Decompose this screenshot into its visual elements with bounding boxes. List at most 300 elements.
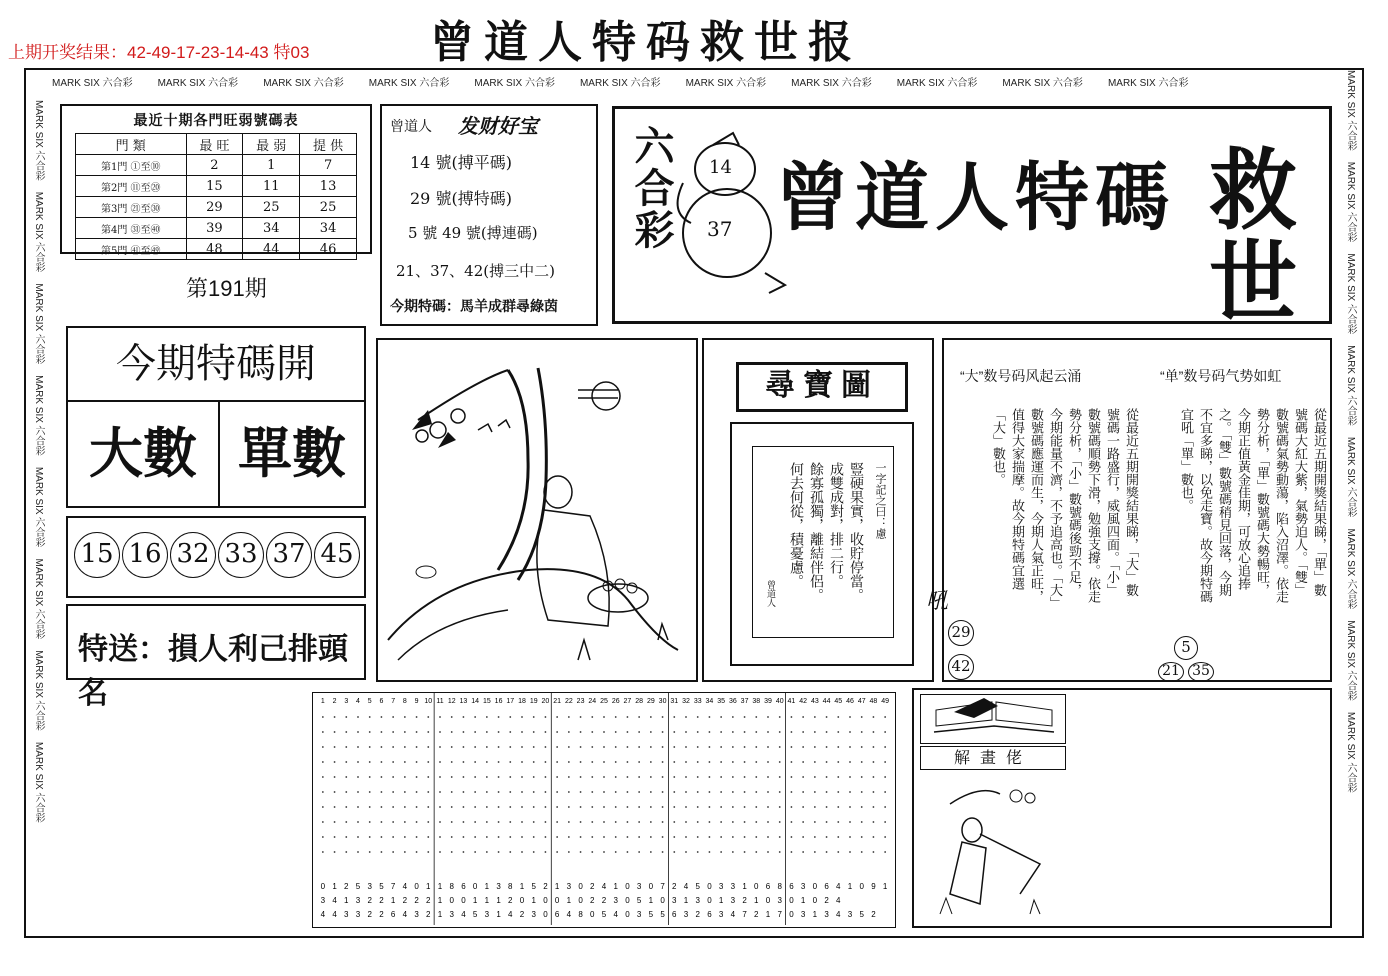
grid-count: 4 bbox=[461, 910, 466, 919]
grid-count: 1 bbox=[496, 896, 501, 905]
grid-dot bbox=[521, 716, 523, 718]
grid-dot bbox=[334, 716, 336, 718]
grid-count: 2 bbox=[426, 896, 431, 905]
grid-dot bbox=[474, 836, 476, 838]
grid-dot bbox=[826, 731, 828, 733]
grid-count: 6 bbox=[461, 882, 466, 891]
grid-dot bbox=[837, 791, 839, 793]
grid-dot bbox=[755, 836, 757, 838]
grid-dot bbox=[791, 746, 793, 748]
grid-dot bbox=[474, 806, 476, 808]
grid-dot bbox=[802, 806, 804, 808]
grid-dot bbox=[334, 821, 336, 823]
grid-dot bbox=[509, 776, 511, 778]
grid-dot bbox=[884, 746, 886, 748]
grid-count: 2 bbox=[695, 910, 700, 919]
grid-dot bbox=[802, 761, 804, 763]
grid-dot bbox=[767, 821, 769, 823]
grid-count: 1 bbox=[437, 896, 443, 905]
grid-count: 0 bbox=[812, 896, 818, 905]
grid-dot bbox=[591, 821, 593, 823]
zeng-special: 今期特碼：馬羊成群尋綠茵 bbox=[390, 299, 558, 315]
grid-dot bbox=[650, 731, 652, 733]
grid-dot bbox=[802, 716, 804, 718]
number-ball: 15 bbox=[74, 532, 120, 578]
grid-dot bbox=[474, 821, 476, 823]
grid-dot bbox=[685, 806, 687, 808]
grid-dot bbox=[837, 806, 839, 808]
grid-count: 2 bbox=[344, 882, 349, 891]
grid-dot bbox=[416, 806, 418, 808]
grid-dot bbox=[357, 836, 359, 838]
grid-dot bbox=[369, 821, 371, 823]
grid-dot bbox=[463, 776, 465, 778]
grid-dot bbox=[381, 791, 383, 793]
grid-dot bbox=[720, 746, 722, 748]
grid-dot bbox=[556, 761, 558, 763]
grid-dot bbox=[849, 821, 851, 823]
grid-dot bbox=[837, 746, 839, 748]
grid-dot bbox=[545, 761, 547, 763]
grid-dot bbox=[439, 821, 441, 823]
treasure-box bbox=[702, 338, 934, 682]
analysis-box bbox=[926, 338, 1332, 682]
grid-dot bbox=[837, 761, 839, 763]
grid-dot bbox=[404, 761, 406, 763]
grid-dot bbox=[849, 851, 851, 853]
grid-count: 5 bbox=[472, 910, 478, 919]
grid-dot bbox=[779, 806, 781, 808]
grid-dot bbox=[673, 791, 675, 793]
grid-dot bbox=[334, 791, 336, 793]
grid-header-number: 9 bbox=[414, 698, 419, 705]
grid-header-number: 24 bbox=[588, 698, 597, 705]
grid-dot bbox=[673, 731, 675, 733]
grid-dot bbox=[615, 761, 617, 763]
grid-count: 2 bbox=[426, 910, 431, 919]
grid-dot bbox=[521, 776, 523, 778]
grid-dot bbox=[580, 851, 582, 853]
number-ball: 16 bbox=[122, 532, 168, 578]
grid-count: 3 bbox=[414, 910, 419, 919]
banner-box bbox=[612, 106, 1332, 334]
grid-dot bbox=[451, 746, 453, 748]
grid-header-number: 25 bbox=[600, 698, 608, 705]
grid-dot bbox=[837, 776, 839, 778]
grid-count: 5 bbox=[379, 882, 384, 891]
grid-dot bbox=[802, 776, 804, 778]
grid-dot bbox=[603, 851, 605, 853]
grid-dot bbox=[451, 851, 453, 853]
grid-dot bbox=[627, 746, 629, 748]
number-ball: 37 bbox=[266, 532, 312, 578]
grid-dot bbox=[474, 746, 476, 748]
grid-dot bbox=[650, 851, 652, 853]
grid-dot bbox=[697, 791, 699, 793]
grid-dot bbox=[802, 746, 804, 748]
grid-dot bbox=[638, 776, 640, 778]
grid-dot bbox=[580, 836, 582, 838]
grid-count: 0 bbox=[590, 910, 595, 919]
grid-dot bbox=[685, 851, 687, 853]
grid-dot bbox=[615, 836, 617, 838]
grid-dot bbox=[486, 761, 488, 763]
grid-dot bbox=[334, 731, 336, 733]
grid-dot bbox=[732, 731, 734, 733]
grid-count: 6 bbox=[824, 882, 829, 891]
grid-header-number: 6 bbox=[379, 698, 384, 705]
grid-dot bbox=[697, 731, 699, 733]
grid-dot bbox=[545, 776, 547, 778]
grid-dot bbox=[685, 836, 687, 838]
grid-header-number: 34 bbox=[705, 698, 714, 705]
grid-dot bbox=[533, 821, 535, 823]
analysis-left-text: 從最近五期開獎結果睇，「大」數號碼一路盛行，威風四面。「小」數號碼順勢下滑，勉強支撐。依走勢分析，「小」數號碼後勁不足，今期能量不濟，不予追高也。「大」數號碼應運而生，今期人氣正旺，值得大家揣摩。故今期特碼宜選「大」數也。 bbox=[990, 408, 1138, 603]
grid-dot bbox=[486, 746, 488, 748]
previous-result: 上期开奖结果：42-49-17-23-14-43 特03 bbox=[8, 43, 310, 62]
grid-dot bbox=[556, 791, 558, 793]
grid-dot bbox=[814, 776, 816, 778]
grid-count: 3 bbox=[824, 910, 829, 919]
grid-dot bbox=[767, 776, 769, 778]
treasure-col: 一字記之曰：慮 bbox=[874, 462, 887, 539]
grid-dot bbox=[662, 851, 664, 853]
table-row: 第4門 ㉛至㊵ 39 34 34 bbox=[76, 218, 357, 239]
grid-dot bbox=[755, 776, 757, 778]
grid-dot bbox=[392, 836, 394, 838]
page-title: 曾道人特码救世报 bbox=[430, 17, 862, 68]
grid-dot bbox=[463, 821, 465, 823]
grid-dot bbox=[345, 791, 347, 793]
grid-dot bbox=[779, 776, 781, 778]
grid-count: 1 bbox=[765, 910, 771, 919]
grid-dot bbox=[439, 761, 441, 763]
grid-header-number: 38 bbox=[752, 698, 761, 705]
grid-count: 0 bbox=[625, 896, 630, 905]
grid-dot bbox=[627, 791, 629, 793]
grid-dot bbox=[521, 791, 523, 793]
number-ball: 32 bbox=[170, 532, 216, 578]
grid-dot bbox=[369, 791, 371, 793]
analysis-ball: 5 bbox=[1174, 636, 1198, 660]
grid-dot bbox=[463, 746, 465, 748]
grid-dot bbox=[545, 806, 547, 808]
grid-dot bbox=[357, 746, 359, 748]
grid-dot bbox=[662, 821, 664, 823]
grid-dot bbox=[509, 731, 511, 733]
grid-dot bbox=[427, 776, 429, 778]
table-row: 第2門 ⑪至⑳ 15 11 13 bbox=[76, 176, 357, 197]
grid-dot bbox=[486, 851, 488, 853]
grid-dot bbox=[439, 806, 441, 808]
grid-count: 0 bbox=[449, 896, 454, 905]
grid-count: 3 bbox=[730, 882, 736, 891]
grid-dot bbox=[709, 836, 711, 838]
grid-dot bbox=[357, 716, 359, 718]
grid-dot bbox=[627, 731, 629, 733]
grid-header-number: 48 bbox=[869, 698, 878, 705]
grid-header-number: 13 bbox=[459, 698, 468, 705]
grid-dot bbox=[392, 776, 394, 778]
grid-dot bbox=[662, 776, 664, 778]
grid-header-number: 15 bbox=[482, 698, 491, 705]
grid-dot bbox=[779, 836, 781, 838]
grid-count: 1 bbox=[472, 896, 478, 905]
open-heading: 今期特碼開 bbox=[68, 328, 364, 402]
grid-count: 4 bbox=[566, 910, 572, 919]
grid-header-number: 19 bbox=[529, 698, 538, 705]
grid-count: 1 bbox=[437, 910, 443, 919]
grid-dot bbox=[627, 851, 629, 853]
grid-dot bbox=[767, 851, 769, 853]
grid-count: 0 bbox=[765, 896, 771, 905]
grid-dot bbox=[685, 761, 687, 763]
grid-dot bbox=[404, 791, 406, 793]
grid-dot bbox=[744, 806, 746, 808]
grid-dot bbox=[334, 851, 336, 853]
grid-dot bbox=[369, 761, 371, 763]
grid-dot bbox=[662, 746, 664, 748]
grid-dot bbox=[439, 716, 441, 718]
grid-dot bbox=[486, 791, 488, 793]
grid-count: 1 bbox=[800, 896, 806, 905]
grid-count: 4 bbox=[402, 910, 408, 919]
grid-count: 1 bbox=[742, 882, 747, 891]
grid-dot bbox=[755, 716, 757, 718]
grid-dot bbox=[416, 731, 418, 733]
grid-header-number: 4 bbox=[356, 698, 360, 705]
grid-dot bbox=[392, 731, 394, 733]
grid-dot bbox=[322, 776, 324, 778]
grid-dot bbox=[732, 746, 734, 748]
grid-dot bbox=[709, 791, 711, 793]
grid-dot bbox=[826, 821, 828, 823]
grid-header-number: 5 bbox=[367, 698, 372, 705]
grid-dot bbox=[849, 761, 851, 763]
grid-dot bbox=[732, 776, 734, 778]
gourd-number-bottom: 37 bbox=[707, 217, 733, 241]
grid-dot bbox=[779, 716, 781, 718]
grid-dot bbox=[381, 761, 383, 763]
grid-dot bbox=[463, 836, 465, 838]
grid-dot bbox=[685, 821, 687, 823]
grid-dot bbox=[556, 836, 558, 838]
grid-dot bbox=[791, 836, 793, 838]
grid-dot bbox=[627, 806, 629, 808]
grid-count: 2 bbox=[367, 910, 372, 919]
grid-dot bbox=[580, 746, 582, 748]
grid-dot bbox=[498, 821, 500, 823]
grid-dot bbox=[322, 791, 324, 793]
grid-dot bbox=[556, 731, 558, 733]
grid-dot bbox=[357, 761, 359, 763]
grid-dot bbox=[673, 716, 675, 718]
grid-count: 3 bbox=[800, 910, 806, 919]
grid-count: 3 bbox=[344, 910, 349, 919]
grid-count: 4 bbox=[402, 882, 408, 891]
grid-count: 2 bbox=[590, 882, 595, 891]
grid-header-number: 43 bbox=[810, 698, 819, 705]
grid-dot bbox=[545, 851, 547, 853]
zeng-handwritten: 发财好宝 bbox=[458, 114, 538, 138]
grid-dot bbox=[720, 776, 722, 778]
grid-dot bbox=[884, 716, 886, 718]
grid-dot bbox=[791, 776, 793, 778]
grid-dot bbox=[627, 836, 629, 838]
grid-dot bbox=[392, 791, 394, 793]
grid-dot bbox=[662, 836, 664, 838]
grid-dot bbox=[486, 836, 488, 838]
grid-dot bbox=[814, 791, 816, 793]
open-right: 單數 bbox=[238, 424, 346, 484]
grid-dot bbox=[638, 821, 640, 823]
grid-dot bbox=[814, 746, 816, 748]
grid-dot bbox=[427, 836, 429, 838]
grid-dot bbox=[861, 791, 863, 793]
grid-count: 1 bbox=[437, 882, 443, 891]
grid-count: 7 bbox=[660, 882, 665, 891]
grid-dot bbox=[451, 791, 453, 793]
grid-dot bbox=[767, 791, 769, 793]
banner-big-char-1: 救 bbox=[1209, 138, 1298, 242]
grid-dot bbox=[322, 731, 324, 733]
period-label: 第191期 bbox=[186, 276, 267, 301]
grid-dot bbox=[381, 716, 383, 718]
grid-dot bbox=[603, 791, 605, 793]
grid-dot bbox=[556, 821, 558, 823]
grid-dot bbox=[685, 746, 687, 748]
grid-dot bbox=[615, 851, 617, 853]
grid-dot bbox=[697, 761, 699, 763]
grid-dot bbox=[709, 851, 711, 853]
grid-header-number: 21 bbox=[553, 698, 562, 705]
grid-dot bbox=[861, 836, 863, 838]
grid-count: 4 bbox=[332, 910, 337, 919]
grid-header-number: 46 bbox=[846, 698, 854, 705]
treasure-col: 何去何從，積憂慮。 bbox=[788, 462, 804, 588]
grid-count: 1 bbox=[882, 882, 888, 891]
grid-dot bbox=[521, 851, 523, 853]
grid-count: 3 bbox=[683, 910, 689, 919]
grid-header-number: 26 bbox=[611, 698, 620, 705]
grid-dot bbox=[322, 836, 324, 838]
grid-count: 1 bbox=[484, 882, 490, 891]
grid-dot bbox=[826, 851, 828, 853]
grid-dot bbox=[662, 791, 664, 793]
grid-count: 1 bbox=[531, 896, 536, 905]
grid-dot bbox=[322, 716, 324, 718]
grid-dot bbox=[837, 716, 839, 718]
grid-dot bbox=[474, 851, 476, 853]
grid-dot bbox=[381, 851, 383, 853]
grid-dot bbox=[357, 821, 359, 823]
grid-dot bbox=[884, 806, 886, 808]
grid-count: 3 bbox=[672, 896, 677, 905]
grid-dot bbox=[814, 731, 816, 733]
grid-dot bbox=[849, 806, 851, 808]
grid-dot bbox=[392, 746, 394, 748]
grid-dot bbox=[685, 716, 687, 718]
grid-dot bbox=[685, 731, 687, 733]
grid-dot bbox=[673, 836, 675, 838]
grid-dot bbox=[556, 851, 558, 853]
table-header: 最 弱 bbox=[243, 134, 300, 155]
grid-dot bbox=[791, 791, 793, 793]
grid-dot bbox=[439, 731, 441, 733]
grid-dot bbox=[580, 716, 582, 718]
grid-count: 3 bbox=[449, 910, 454, 919]
grid-count: 6 bbox=[707, 910, 712, 919]
grid-dot bbox=[884, 776, 886, 778]
grid-dot bbox=[591, 716, 593, 718]
grid-count: 0 bbox=[414, 882, 419, 891]
grid-dot bbox=[357, 791, 359, 793]
grid-count: 5 bbox=[695, 882, 700, 891]
grid-count: 4 bbox=[836, 882, 841, 891]
grid-dot bbox=[427, 851, 429, 853]
grid-count: 0 bbox=[789, 910, 794, 919]
top-brand-strip: MARK SIX 六合彩 MARK SIX 六合彩 MARK SIX 六合彩 MARK SIX 六合彩 MARK SIX 六合彩 MARK SIX 六合彩 MARK SIX 六合彩 MARK SIX 六合彩 MARK SIX 六合彩 MARK SIX 六合彩 MARK SIX 六合彩 bbox=[52, 78, 1189, 89]
grid-dot bbox=[615, 746, 617, 748]
grid-dot bbox=[791, 821, 793, 823]
grid-dot bbox=[779, 851, 781, 853]
grid-header-number: 23 bbox=[576, 698, 585, 705]
grid-dot bbox=[873, 791, 875, 793]
grid-dot bbox=[591, 806, 593, 808]
grid-dot bbox=[744, 716, 746, 718]
number-table bbox=[75, 133, 357, 260]
grid-dot bbox=[755, 746, 757, 748]
grid-dot bbox=[369, 851, 371, 853]
grid-header-number: 8 bbox=[402, 698, 407, 705]
zeng-name: 曾道人 bbox=[390, 119, 432, 135]
grid-dot bbox=[732, 806, 734, 808]
grid-dot bbox=[849, 776, 851, 778]
grid-count: 0 bbox=[543, 910, 548, 919]
grid-dot bbox=[556, 716, 558, 718]
grid-header-number: 45 bbox=[834, 698, 843, 705]
grid-count: 0 bbox=[578, 896, 583, 905]
grid-header-number: 22 bbox=[564, 698, 573, 705]
grid-dot bbox=[556, 806, 558, 808]
balls-box bbox=[66, 516, 366, 598]
grid-dot bbox=[357, 806, 359, 808]
grid-count: 5 bbox=[648, 910, 654, 919]
grid-dot bbox=[521, 731, 523, 733]
grid-count: 8 bbox=[578, 910, 583, 919]
grid-count: 3 bbox=[730, 896, 736, 905]
grid-dot bbox=[720, 836, 722, 838]
grid-dot bbox=[509, 806, 511, 808]
grid-dot bbox=[416, 836, 418, 838]
grid-header-number: 33 bbox=[693, 698, 702, 705]
grid-dot bbox=[638, 851, 640, 853]
grid-dot bbox=[779, 731, 781, 733]
grid-dot bbox=[779, 821, 781, 823]
grid-dot bbox=[416, 851, 418, 853]
grid-count: 6 bbox=[554, 910, 560, 919]
grid-dot bbox=[720, 791, 722, 793]
grid-header-number: 28 bbox=[635, 698, 644, 705]
grid-dot bbox=[709, 821, 711, 823]
grid-dot bbox=[650, 746, 652, 748]
grid-dot bbox=[439, 836, 441, 838]
grid-count: 3 bbox=[484, 910, 490, 919]
grid-dot bbox=[603, 716, 605, 718]
grid-count: 2 bbox=[519, 910, 525, 919]
grid-dot bbox=[638, 716, 640, 718]
grid-dot bbox=[814, 716, 816, 718]
